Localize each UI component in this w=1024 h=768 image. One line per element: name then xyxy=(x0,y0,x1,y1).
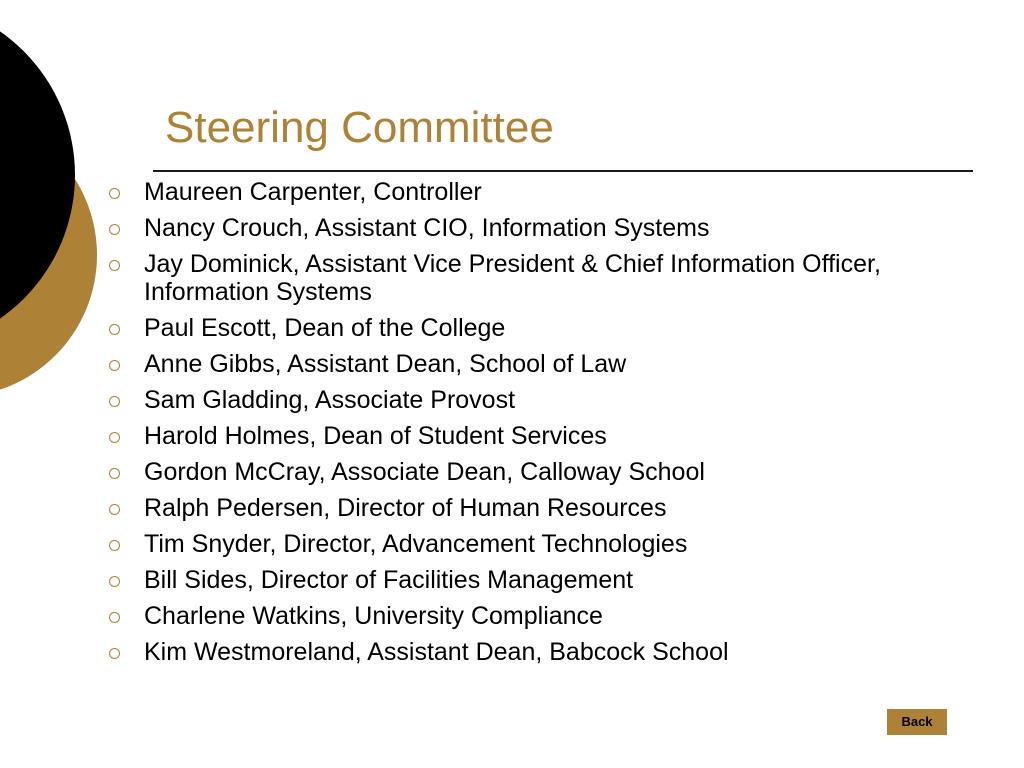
member-text: Maureen Carpenter, Controller xyxy=(144,178,482,206)
bullet-icon xyxy=(109,188,120,199)
slide-title: Steering Committee xyxy=(165,103,554,152)
bullet-icon xyxy=(109,576,120,587)
bullet-icon xyxy=(109,432,120,443)
list-item xyxy=(100,422,960,450)
bullet-icon xyxy=(109,648,120,659)
list-item xyxy=(100,386,960,414)
committee-member-list xyxy=(100,178,960,674)
list-item xyxy=(100,638,960,666)
bullet-icon xyxy=(109,224,120,235)
list-item xyxy=(100,178,960,206)
bullet-icon xyxy=(109,260,120,271)
member-text: Gordon McCray, Associate Dean, Calloway School xyxy=(144,458,705,486)
bullet-icon xyxy=(109,504,120,515)
bullet-icon xyxy=(109,360,120,371)
member-text: Tim Snyder, Director, Advancement Technologies xyxy=(144,530,688,558)
list-item xyxy=(100,214,960,242)
list-item xyxy=(100,602,960,630)
member-text: Jay Dominick, Assistant Vice President & Chief Information Officer, Information Systems xyxy=(144,250,881,306)
list-item xyxy=(100,314,960,342)
list-item xyxy=(100,566,960,594)
member-text: Harold Holmes, Dean of Student Services xyxy=(144,422,607,450)
list-item xyxy=(100,250,960,306)
member-text: Sam Gladding, Associate Provost xyxy=(144,386,516,414)
bullet-icon xyxy=(109,324,120,335)
list-item xyxy=(100,530,960,558)
back-button[interactable]: Back xyxy=(887,709,947,735)
bullet-icon xyxy=(109,540,120,551)
bullet-icon xyxy=(109,468,120,479)
member-text: Paul Escott, Dean of the College xyxy=(144,314,506,342)
title-divider xyxy=(153,170,973,172)
list-item xyxy=(100,458,960,486)
member-text: Anne Gibbs, Assistant Dean, School of Law xyxy=(144,350,627,378)
bullet-icon xyxy=(109,396,120,407)
list-item xyxy=(100,350,960,378)
member-text: Ralph Pedersen, Director of Human Resources xyxy=(144,494,667,522)
member-text: Kim Westmoreland, Assistant Dean, Babcock School xyxy=(144,638,729,666)
member-text: Bill Sides, Director of Facilities Management xyxy=(144,566,634,594)
member-text: Nancy Crouch, Assistant CIO, Information Systems xyxy=(144,214,710,242)
bullet-icon xyxy=(109,612,120,623)
list-item xyxy=(100,494,960,522)
member-text: Charlene Watkins, University Compliance xyxy=(144,602,603,630)
